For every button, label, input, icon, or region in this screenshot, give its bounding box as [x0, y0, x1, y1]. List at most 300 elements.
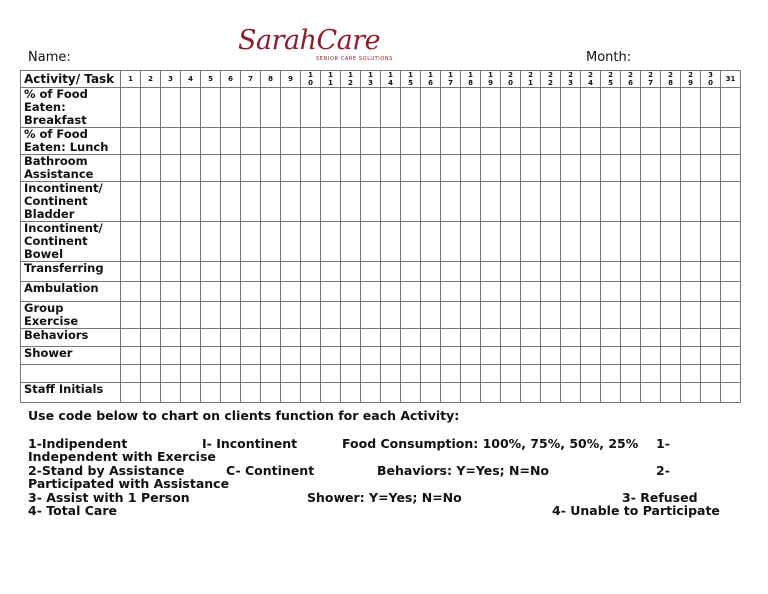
- chart-cell[interactable]: [421, 222, 441, 262]
- chart-cell[interactable]: [401, 347, 421, 365]
- chart-cell[interactable]: [461, 365, 481, 383]
- chart-cell[interactable]: [501, 155, 521, 182]
- chart-cell[interactable]: [401, 302, 421, 329]
- chart-cell[interactable]: [441, 222, 461, 262]
- chart-cell[interactable]: [701, 88, 721, 128]
- chart-cell[interactable]: [221, 365, 241, 383]
- chart-cell[interactable]: [181, 329, 201, 347]
- chart-cell[interactable]: [481, 365, 501, 383]
- chart-cell[interactable]: [381, 88, 401, 128]
- chart-cell[interactable]: [381, 347, 401, 365]
- chart-cell[interactable]: [301, 347, 321, 365]
- chart-cell[interactable]: [441, 282, 461, 302]
- chart-cell[interactable]: [541, 155, 561, 182]
- chart-cell[interactable]: [301, 182, 321, 222]
- chart-cell[interactable]: [641, 262, 661, 282]
- chart-cell[interactable]: [201, 302, 221, 329]
- chart-cell[interactable]: [161, 262, 181, 282]
- chart-cell[interactable]: [621, 182, 641, 222]
- chart-cell[interactable]: [421, 365, 441, 383]
- chart-cell[interactable]: [321, 222, 341, 262]
- chart-cell[interactable]: [461, 262, 481, 282]
- chart-cell[interactable]: [501, 383, 521, 403]
- chart-cell[interactable]: [601, 383, 621, 403]
- chart-cell[interactable]: [641, 383, 661, 403]
- chart-cell[interactable]: [421, 302, 441, 329]
- chart-cell[interactable]: [421, 155, 441, 182]
- chart-cell[interactable]: [641, 347, 661, 365]
- chart-cell[interactable]: [441, 302, 461, 329]
- chart-cell[interactable]: [341, 262, 361, 282]
- chart-cell[interactable]: [361, 282, 381, 302]
- chart-cell[interactable]: [381, 383, 401, 403]
- chart-cell[interactable]: [481, 128, 501, 155]
- chart-cell[interactable]: [261, 282, 281, 302]
- chart-cell[interactable]: [181, 383, 201, 403]
- chart-cell[interactable]: [421, 88, 441, 128]
- chart-cell[interactable]: [721, 329, 741, 347]
- chart-cell[interactable]: [341, 222, 361, 262]
- chart-cell[interactable]: [621, 262, 641, 282]
- chart-cell[interactable]: [221, 329, 241, 347]
- chart-cell[interactable]: [261, 365, 281, 383]
- chart-cell[interactable]: [641, 88, 661, 128]
- chart-cell[interactable]: [481, 383, 501, 403]
- chart-cell[interactable]: [681, 347, 701, 365]
- chart-cell[interactable]: [601, 262, 621, 282]
- chart-cell[interactable]: [421, 329, 441, 347]
- chart-cell[interactable]: [561, 88, 581, 128]
- chart-cell[interactable]: [401, 128, 421, 155]
- chart-cell[interactable]: [721, 262, 741, 282]
- chart-cell[interactable]: [401, 262, 421, 282]
- chart-cell[interactable]: [461, 329, 481, 347]
- chart-cell[interactable]: [621, 329, 641, 347]
- chart-cell[interactable]: [361, 222, 381, 262]
- chart-cell[interactable]: [701, 155, 721, 182]
- chart-cell[interactable]: [561, 347, 581, 365]
- chart-cell[interactable]: [121, 365, 141, 383]
- chart-cell[interactable]: [121, 347, 141, 365]
- chart-cell[interactable]: [261, 155, 281, 182]
- chart-cell[interactable]: [481, 347, 501, 365]
- chart-cell[interactable]: [401, 182, 421, 222]
- chart-cell[interactable]: [561, 182, 581, 222]
- chart-cell[interactable]: [541, 182, 561, 222]
- chart-cell[interactable]: [321, 128, 341, 155]
- chart-cell[interactable]: [241, 155, 261, 182]
- chart-cell[interactable]: [721, 88, 741, 128]
- chart-cell[interactable]: [281, 302, 301, 329]
- chart-cell[interactable]: [381, 128, 401, 155]
- chart-cell[interactable]: [121, 222, 141, 262]
- chart-cell[interactable]: [241, 329, 261, 347]
- chart-cell[interactable]: [321, 155, 341, 182]
- chart-cell[interactable]: [341, 155, 361, 182]
- chart-cell[interactable]: [321, 262, 341, 282]
- chart-cell[interactable]: [681, 88, 701, 128]
- chart-cell[interactable]: [601, 347, 621, 365]
- chart-cell[interactable]: [661, 365, 681, 383]
- chart-cell[interactable]: [281, 88, 301, 128]
- chart-cell[interactable]: [121, 329, 141, 347]
- chart-cell[interactable]: [601, 329, 621, 347]
- chart-cell[interactable]: [221, 262, 241, 282]
- chart-cell[interactable]: [381, 329, 401, 347]
- chart-cell[interactable]: [581, 329, 601, 347]
- chart-cell[interactable]: [541, 222, 561, 262]
- chart-cell[interactable]: [661, 222, 681, 262]
- chart-cell[interactable]: [321, 282, 341, 302]
- chart-cell[interactable]: [501, 88, 521, 128]
- chart-cell[interactable]: [561, 383, 581, 403]
- chart-cell[interactable]: [461, 347, 481, 365]
- chart-cell[interactable]: [341, 383, 361, 403]
- chart-cell[interactable]: [341, 182, 361, 222]
- chart-cell[interactable]: [321, 182, 341, 222]
- chart-cell[interactable]: [301, 329, 321, 347]
- chart-cell[interactable]: [461, 282, 481, 302]
- chart-cell[interactable]: [121, 88, 141, 128]
- chart-cell[interactable]: [141, 302, 161, 329]
- chart-cell[interactable]: [121, 383, 141, 403]
- chart-cell[interactable]: [641, 302, 661, 329]
- chart-cell[interactable]: [181, 347, 201, 365]
- chart-cell[interactable]: [301, 155, 321, 182]
- chart-cell[interactable]: [161, 282, 181, 302]
- chart-cell[interactable]: [721, 282, 741, 302]
- chart-cell[interactable]: [381, 262, 401, 282]
- chart-cell[interactable]: [541, 282, 561, 302]
- chart-cell[interactable]: [381, 365, 401, 383]
- chart-cell[interactable]: [681, 302, 701, 329]
- chart-cell[interactable]: [721, 365, 741, 383]
- chart-cell[interactable]: [281, 128, 301, 155]
- chart-cell[interactable]: [301, 365, 321, 383]
- chart-cell[interactable]: [381, 182, 401, 222]
- chart-cell[interactable]: [501, 262, 521, 282]
- chart-cell[interactable]: [481, 155, 501, 182]
- chart-cell[interactable]: [701, 128, 721, 155]
- chart-cell[interactable]: [601, 182, 621, 222]
- chart-cell[interactable]: [701, 182, 721, 222]
- chart-cell[interactable]: [541, 302, 561, 329]
- chart-cell[interactable]: [121, 128, 141, 155]
- chart-cell[interactable]: [401, 222, 421, 262]
- chart-cell[interactable]: [221, 302, 241, 329]
- chart-cell[interactable]: [281, 155, 301, 182]
- chart-cell[interactable]: [481, 222, 501, 262]
- chart-cell[interactable]: [261, 262, 281, 282]
- chart-cell[interactable]: [541, 365, 561, 383]
- chart-cell[interactable]: [201, 88, 221, 128]
- chart-cell[interactable]: [221, 383, 241, 403]
- chart-cell[interactable]: [621, 365, 641, 383]
- chart-cell[interactable]: [621, 302, 641, 329]
- chart-cell[interactable]: [281, 365, 301, 383]
- chart-cell[interactable]: [721, 128, 741, 155]
- chart-cell[interactable]: [381, 155, 401, 182]
- chart-cell[interactable]: [481, 302, 501, 329]
- chart-cell[interactable]: [521, 282, 541, 302]
- chart-cell[interactable]: [501, 282, 521, 302]
- chart-cell[interactable]: [681, 383, 701, 403]
- chart-cell[interactable]: [221, 282, 241, 302]
- chart-cell[interactable]: [121, 262, 141, 282]
- chart-cell[interactable]: [681, 128, 701, 155]
- chart-cell[interactable]: [261, 347, 281, 365]
- chart-cell[interactable]: [161, 128, 181, 155]
- chart-cell[interactable]: [701, 329, 721, 347]
- chart-cell[interactable]: [661, 347, 681, 365]
- chart-cell[interactable]: [181, 262, 201, 282]
- chart-cell[interactable]: [201, 347, 221, 365]
- chart-cell[interactable]: [181, 182, 201, 222]
- chart-cell[interactable]: [621, 88, 641, 128]
- chart-cell[interactable]: [521, 347, 541, 365]
- chart-cell[interactable]: [681, 155, 701, 182]
- chart-cell[interactable]: [581, 302, 601, 329]
- chart-cell[interactable]: [721, 222, 741, 262]
- chart-cell[interactable]: [141, 88, 161, 128]
- chart-cell[interactable]: [521, 222, 541, 262]
- chart-cell[interactable]: [261, 302, 281, 329]
- chart-cell[interactable]: [561, 262, 581, 282]
- chart-cell[interactable]: [281, 282, 301, 302]
- chart-cell[interactable]: [461, 302, 481, 329]
- chart-cell[interactable]: [681, 222, 701, 262]
- chart-cell[interactable]: [161, 155, 181, 182]
- chart-cell[interactable]: [481, 88, 501, 128]
- chart-cell[interactable]: [141, 182, 161, 222]
- chart-cell[interactable]: [241, 88, 261, 128]
- chart-cell[interactable]: [281, 222, 301, 262]
- chart-cell[interactable]: [501, 329, 521, 347]
- chart-cell[interactable]: [341, 365, 361, 383]
- chart-cell[interactable]: [581, 222, 601, 262]
- chart-cell[interactable]: [481, 262, 501, 282]
- chart-cell[interactable]: [601, 88, 621, 128]
- chart-cell[interactable]: [701, 383, 721, 403]
- chart-cell[interactable]: [681, 282, 701, 302]
- chart-cell[interactable]: [541, 88, 561, 128]
- chart-cell[interactable]: [501, 182, 521, 222]
- chart-cell[interactable]: [361, 262, 381, 282]
- chart-cell[interactable]: [161, 347, 181, 365]
- chart-cell[interactable]: [361, 329, 381, 347]
- chart-cell[interactable]: [521, 383, 541, 403]
- chart-cell[interactable]: [201, 383, 221, 403]
- chart-cell[interactable]: [521, 262, 541, 282]
- chart-cell[interactable]: [661, 302, 681, 329]
- chart-cell[interactable]: [241, 182, 261, 222]
- chart-cell[interactable]: [221, 88, 241, 128]
- chart-cell[interactable]: [301, 88, 321, 128]
- chart-cell[interactable]: [341, 128, 361, 155]
- chart-cell[interactable]: [501, 128, 521, 155]
- chart-cell[interactable]: [661, 182, 681, 222]
- chart-cell[interactable]: [601, 282, 621, 302]
- chart-cell[interactable]: [221, 128, 241, 155]
- chart-cell[interactable]: [541, 347, 561, 365]
- chart-cell[interactable]: [161, 88, 181, 128]
- chart-cell[interactable]: [641, 155, 661, 182]
- chart-cell[interactable]: [241, 222, 261, 262]
- chart-cell[interactable]: [181, 128, 201, 155]
- chart-cell[interactable]: [701, 365, 721, 383]
- chart-cell[interactable]: [581, 128, 601, 155]
- chart-cell[interactable]: [141, 222, 161, 262]
- chart-cell[interactable]: [221, 347, 241, 365]
- chart-cell[interactable]: [201, 262, 221, 282]
- chart-cell[interactable]: [521, 365, 541, 383]
- chart-cell[interactable]: [421, 282, 441, 302]
- chart-cell[interactable]: [361, 383, 381, 403]
- chart-cell[interactable]: [301, 128, 321, 155]
- chart-cell[interactable]: [201, 365, 221, 383]
- chart-cell[interactable]: [661, 282, 681, 302]
- chart-cell[interactable]: [701, 262, 721, 282]
- chart-cell[interactable]: [621, 155, 641, 182]
- chart-cell[interactable]: [241, 128, 261, 155]
- chart-cell[interactable]: [421, 347, 441, 365]
- chart-cell[interactable]: [201, 128, 221, 155]
- chart-cell[interactable]: [201, 222, 221, 262]
- chart-cell[interactable]: [661, 262, 681, 282]
- chart-cell[interactable]: [541, 128, 561, 155]
- chart-cell[interactable]: [161, 302, 181, 329]
- chart-cell[interactable]: [541, 329, 561, 347]
- chart-cell[interactable]: [441, 347, 461, 365]
- chart-cell[interactable]: [441, 262, 461, 282]
- chart-cell[interactable]: [521, 155, 541, 182]
- chart-cell[interactable]: [461, 128, 481, 155]
- chart-cell[interactable]: [441, 88, 461, 128]
- chart-cell[interactable]: [121, 302, 141, 329]
- chart-cell[interactable]: [201, 329, 221, 347]
- chart-cell[interactable]: [521, 302, 541, 329]
- chart-cell[interactable]: [241, 262, 261, 282]
- chart-cell[interactable]: [441, 128, 461, 155]
- chart-cell[interactable]: [501, 222, 521, 262]
- chart-cell[interactable]: [521, 329, 541, 347]
- chart-cell[interactable]: [581, 155, 601, 182]
- chart-cell[interactable]: [361, 155, 381, 182]
- chart-cell[interactable]: [161, 329, 181, 347]
- chart-cell[interactable]: [261, 88, 281, 128]
- chart-cell[interactable]: [601, 128, 621, 155]
- chart-cell[interactable]: [641, 365, 661, 383]
- chart-cell[interactable]: [521, 88, 541, 128]
- chart-cell[interactable]: [561, 128, 581, 155]
- chart-cell[interactable]: [621, 128, 641, 155]
- chart-cell[interactable]: [641, 329, 661, 347]
- chart-cell[interactable]: [261, 222, 281, 262]
- chart-cell[interactable]: [621, 282, 641, 302]
- chart-cell[interactable]: [521, 182, 541, 222]
- chart-cell[interactable]: [501, 347, 521, 365]
- chart-cell[interactable]: [261, 383, 281, 403]
- chart-cell[interactable]: [421, 383, 441, 403]
- chart-cell[interactable]: [681, 262, 701, 282]
- chart-cell[interactable]: [361, 88, 381, 128]
- chart-cell[interactable]: [581, 365, 601, 383]
- chart-cell[interactable]: [601, 222, 621, 262]
- chart-cell[interactable]: [401, 282, 421, 302]
- chart-cell[interactable]: [721, 302, 741, 329]
- chart-cell[interactable]: [181, 222, 201, 262]
- chart-cell[interactable]: [701, 347, 721, 365]
- chart-cell[interactable]: [561, 222, 581, 262]
- chart-cell[interactable]: [681, 182, 701, 222]
- chart-cell[interactable]: [281, 182, 301, 222]
- chart-cell[interactable]: [401, 329, 421, 347]
- chart-cell[interactable]: [221, 182, 241, 222]
- chart-cell[interactable]: [141, 262, 161, 282]
- chart-cell[interactable]: [361, 302, 381, 329]
- chart-cell[interactable]: [461, 383, 481, 403]
- chart-cell[interactable]: [301, 302, 321, 329]
- chart-cell[interactable]: [241, 365, 261, 383]
- chart-cell[interactable]: [341, 282, 361, 302]
- chart-cell[interactable]: [441, 182, 461, 222]
- chart-cell[interactable]: [141, 155, 161, 182]
- chart-cell[interactable]: [161, 182, 181, 222]
- chart-cell[interactable]: [461, 222, 481, 262]
- chart-cell[interactable]: [441, 383, 461, 403]
- chart-cell[interactable]: [281, 329, 301, 347]
- chart-cell[interactable]: [401, 365, 421, 383]
- chart-cell[interactable]: [201, 182, 221, 222]
- chart-cell[interactable]: [301, 383, 321, 403]
- chart-cell[interactable]: [701, 222, 721, 262]
- chart-cell[interactable]: [341, 347, 361, 365]
- chart-cell[interactable]: [721, 155, 741, 182]
- chart-cell[interactable]: [561, 329, 581, 347]
- chart-cell[interactable]: [261, 182, 281, 222]
- chart-cell[interactable]: [561, 282, 581, 302]
- chart-cell[interactable]: [441, 365, 461, 383]
- chart-cell[interactable]: [721, 347, 741, 365]
- chart-cell[interactable]: [241, 347, 261, 365]
- chart-cell[interactable]: [161, 365, 181, 383]
- chart-cell[interactable]: [121, 182, 141, 222]
- chart-cell[interactable]: [341, 302, 361, 329]
- chart-cell[interactable]: [141, 365, 161, 383]
- chart-cell[interactable]: [721, 182, 741, 222]
- chart-cell[interactable]: [221, 222, 241, 262]
- chart-cell[interactable]: [341, 88, 361, 128]
- chart-cell[interactable]: [721, 383, 741, 403]
- chart-cell[interactable]: [281, 262, 301, 282]
- chart-cell[interactable]: [281, 383, 301, 403]
- chart-cell[interactable]: [641, 128, 661, 155]
- chart-cell[interactable]: [181, 155, 201, 182]
- chart-cell[interactable]: [421, 182, 441, 222]
- chart-cell[interactable]: [261, 329, 281, 347]
- chart-cell[interactable]: [681, 365, 701, 383]
- chart-cell[interactable]: [661, 128, 681, 155]
- chart-cell[interactable]: [581, 88, 601, 128]
- chart-cell[interactable]: [261, 128, 281, 155]
- chart-cell[interactable]: [701, 282, 721, 302]
- chart-cell[interactable]: [241, 383, 261, 403]
- chart-cell[interactable]: [581, 347, 601, 365]
- chart-cell[interactable]: [421, 262, 441, 282]
- chart-cell[interactable]: [321, 88, 341, 128]
- chart-cell[interactable]: [361, 365, 381, 383]
- chart-cell[interactable]: [321, 329, 341, 347]
